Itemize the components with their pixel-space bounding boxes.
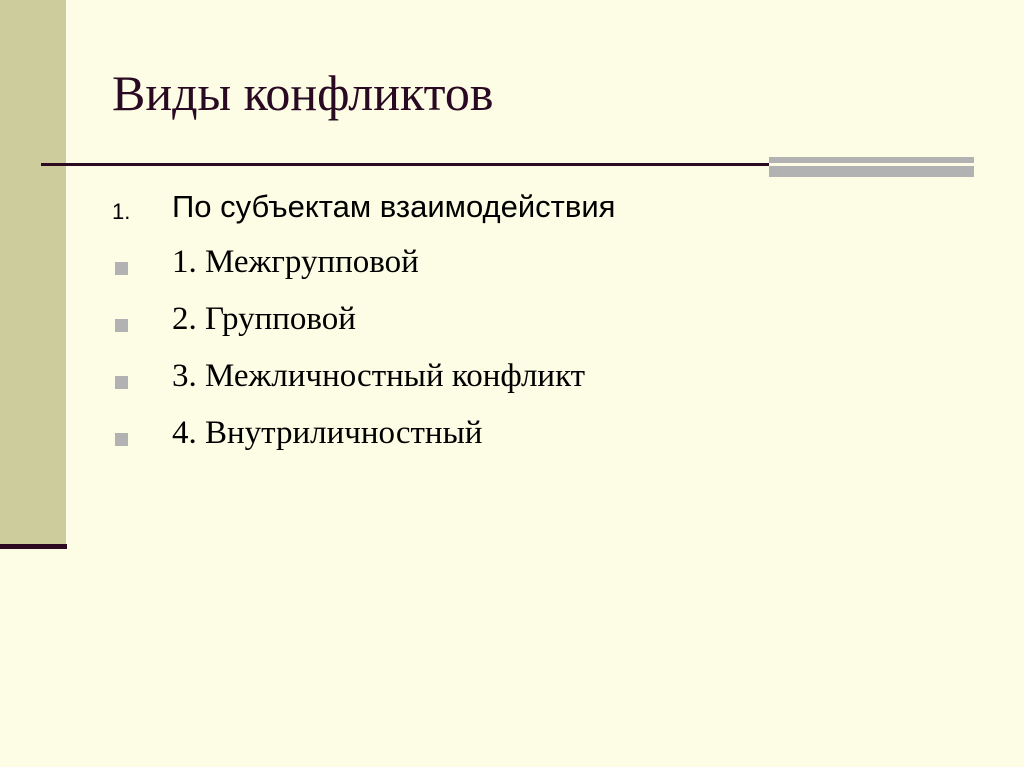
bullet-text: 2. Групповой xyxy=(172,301,356,337)
side-decorative-bar xyxy=(0,0,66,546)
bullet-item xyxy=(112,242,992,299)
bullet-text: 3. Межличностный конфликт xyxy=(172,358,586,394)
bullet-item xyxy=(112,356,992,413)
list-number: 1. xyxy=(112,199,131,224)
title-underline-rule xyxy=(41,163,770,166)
bullet-text: 4. Внутриличностный xyxy=(172,415,483,451)
square-bullet-icon xyxy=(115,262,128,275)
numbered-list-item xyxy=(112,185,992,242)
square-bullet-icon xyxy=(115,319,128,332)
side-bar-rule xyxy=(0,544,67,549)
bullet-item xyxy=(112,413,992,470)
square-bullet-icon xyxy=(115,376,128,389)
slide-content xyxy=(112,185,992,470)
bullet-text: 1. Межгрупповой xyxy=(172,244,419,280)
title-accent-bar xyxy=(769,157,974,177)
numbered-item-text: По субъектам взаимодействия xyxy=(172,189,616,224)
bullet-item xyxy=(112,299,992,356)
square-bullet-icon xyxy=(115,433,128,446)
slide-title: Виды конфликтов xyxy=(112,65,494,121)
